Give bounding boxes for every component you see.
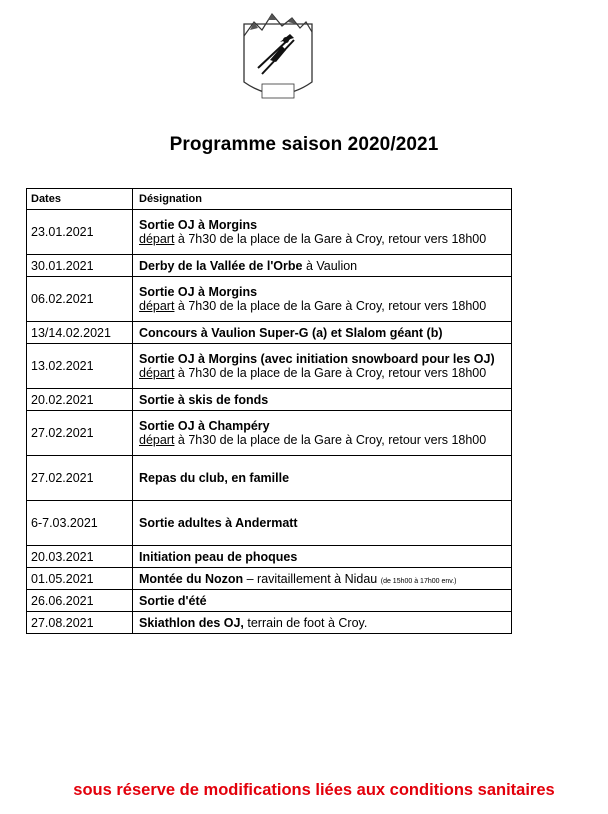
table-row	[27, 546, 512, 568]
table-row	[27, 568, 512, 590]
ski-club-emblem-icon	[240, 10, 316, 104]
designation-title: Skiathlon des OJ,	[139, 615, 244, 630]
table-body	[27, 210, 512, 634]
departure-label: départ	[139, 299, 175, 313]
designation-title: Sortie à skis de fonds	[139, 392, 269, 407]
departure-line	[139, 299, 511, 313]
designation-line	[139, 616, 511, 630]
designation-line	[139, 594, 511, 608]
row-designation	[133, 501, 512, 546]
designation-title-rest: – ravitaillement à Nidau	[243, 571, 381, 586]
row-date: 13/14.02.2021	[27, 322, 133, 344]
row-designation	[133, 546, 512, 568]
designation-line	[139, 352, 511, 366]
dates-header: Dates	[27, 189, 133, 210]
designation-title: Concours à Vaulion Super-G (a) et Slalom géant (b)	[139, 325, 443, 340]
designation-line	[139, 550, 511, 564]
designation-line	[139, 259, 511, 273]
row-designation	[133, 322, 512, 344]
row-date: 27.02.2021	[27, 456, 133, 501]
row-designation	[133, 568, 512, 590]
designation-title: Sortie OJ à Champéry	[139, 419, 270, 433]
designation-title: Initiation peau de phoques	[139, 549, 298, 564]
footer-notice: sous réserve de modifications liées aux conditions sanitaires	[73, 781, 555, 799]
row-date: 13.02.2021	[27, 344, 133, 389]
row-date: 20.02.2021	[27, 389, 133, 411]
row-date: 27.08.2021	[27, 612, 133, 634]
row-designation	[133, 389, 512, 411]
departure-label: départ	[139, 433, 175, 447]
row-date: 23.01.2021	[27, 210, 133, 255]
designation-line	[139, 572, 511, 586]
row-designation	[133, 456, 512, 501]
table-row	[27, 277, 512, 322]
row-date: 20.03.2021	[27, 546, 133, 568]
row-date: 30.01.2021	[27, 255, 133, 277]
table-header-row	[27, 189, 512, 210]
designation-small-note: (de 15h00 à 17h00 env.)	[380, 577, 457, 585]
designation-line	[139, 516, 511, 530]
departure-detail: à 7h30 de la place de la Gare à Croy, retour vers 18h00	[174, 366, 487, 380]
designation-title: Montée du Nozon	[139, 571, 244, 586]
table-row	[27, 210, 512, 255]
designation-line	[139, 218, 511, 232]
row-designation	[133, 411, 512, 456]
designation-title: Sortie OJ à Morgins	[139, 218, 258, 232]
table-row	[27, 322, 512, 344]
departure-line	[139, 433, 511, 447]
row-designation	[133, 344, 512, 389]
row-date: 6-7.03.2021	[27, 501, 133, 546]
row-date: 26.06.2021	[27, 590, 133, 612]
club-logo	[240, 10, 316, 104]
designation-title: Repas du club, en famille	[139, 471, 290, 485]
departure-detail: à 7h30 de la place de la Gare à Croy, retour vers 18h00	[174, 232, 487, 246]
table-row	[27, 389, 512, 411]
designation-title: Sortie d'été	[139, 593, 207, 608]
designation-title: Sortie OJ à Morgins	[139, 285, 258, 299]
designation-title: Derby de la Vallée de l'Orbe	[139, 258, 303, 273]
designation-header: Désignation	[133, 189, 512, 210]
departure-detail: à 7h30 de la place de la Gare à Croy, retour vers 18h00	[174, 433, 487, 447]
row-designation	[133, 612, 512, 634]
designation-title: Sortie OJ à Morgins (avec initiation snowboard pour les OJ)	[139, 352, 495, 366]
row-date: 06.02.2021	[27, 277, 133, 322]
designation-line	[139, 285, 511, 299]
table-row	[27, 411, 512, 456]
departure-line	[139, 366, 511, 380]
page-title: Programme saison 2020/2021	[169, 134, 439, 155]
row-designation	[133, 277, 512, 322]
departure-label: départ	[139, 366, 175, 380]
row-designation	[133, 210, 512, 255]
table-row	[27, 612, 512, 634]
row-designation	[133, 255, 512, 277]
table-row	[27, 590, 512, 612]
row-date: 27.02.2021	[27, 411, 133, 456]
row-date: 01.05.2021	[27, 568, 133, 590]
program-table	[26, 188, 512, 634]
table-row	[27, 501, 512, 546]
designation-title-rest: à Vaulion	[302, 258, 358, 273]
designation-title-rest: terrain de foot à Croy.	[243, 615, 368, 630]
table-row	[27, 456, 512, 501]
table-row	[27, 255, 512, 277]
designation-line	[139, 471, 511, 485]
designation-title: Sortie adultes à Andermatt	[139, 516, 298, 530]
row-designation	[133, 590, 512, 612]
designation-line	[139, 419, 511, 433]
departure-label: départ	[139, 232, 175, 246]
departure-line	[139, 232, 511, 246]
departure-detail: à 7h30 de la place de la Gare à Croy, retour vers 18h00	[174, 299, 487, 313]
table-row	[27, 344, 512, 389]
designation-line	[139, 326, 511, 340]
designation-line	[139, 393, 511, 407]
